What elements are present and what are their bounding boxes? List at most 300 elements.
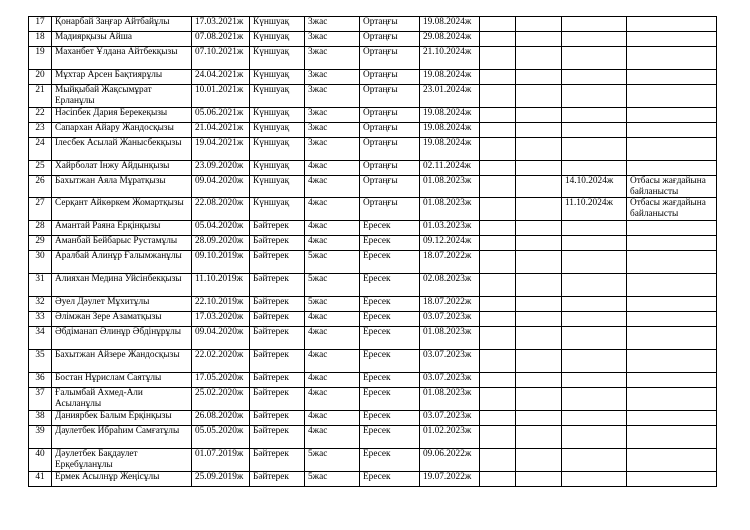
group-level-cell: Ортаңғы [360, 161, 420, 176]
group-level-cell: Ересек [360, 327, 420, 350]
birth-date-cell: 17.05.2020ж [192, 373, 250, 388]
enrollment-date-cell: 02.11.2024ж [420, 161, 480, 176]
extra-col-b-cell [516, 388, 562, 411]
table-row [29, 70, 717, 85]
birth-date-cell: 22.08.2020ж [192, 198, 250, 221]
age-cell: 3жас [305, 47, 360, 70]
birth-date-cell: 25.09.2019ж [192, 472, 250, 487]
leave-reason-cell [627, 70, 717, 85]
leave-reason-cell [627, 411, 717, 426]
row-number-cell: 40 [29, 449, 52, 472]
row-number-cell: 24 [29, 138, 52, 161]
enrollment-date-cell: 29.08.2024ж [420, 32, 480, 47]
table-row [29, 449, 717, 472]
age-cell: 4жас [305, 411, 360, 426]
age-cell: 3жас [305, 85, 360, 108]
age-cell: 3жас [305, 123, 360, 138]
leave-reason-cell [627, 251, 717, 274]
leave-date-cell [562, 388, 627, 411]
birth-date-cell: 22.10.2019ж [192, 297, 250, 312]
enrollment-date-cell: 01.03.2023ж [420, 221, 480, 236]
extra-col-b-cell [516, 449, 562, 472]
table-row [29, 472, 717, 487]
extra-col-a-cell [480, 176, 516, 198]
group-name-cell: Күншуақ [250, 85, 305, 108]
leave-date-cell [562, 472, 627, 487]
extra-col-b-cell [516, 327, 562, 350]
extra-col-a-cell [480, 32, 516, 47]
leave-reason-cell [627, 236, 717, 251]
group-name-cell: Күншуақ [250, 47, 305, 70]
child-name-cell: Әуел Дәулет Мұхитұлы [52, 297, 192, 312]
group-level-cell: Ересек [360, 312, 420, 327]
leave-reason-cell [627, 426, 717, 449]
row-number-cell: 19 [29, 47, 52, 70]
group-name-cell: Бәйтерек [250, 221, 305, 236]
birth-date-cell: 05.05.2020ж [192, 426, 250, 449]
group-name-cell: Күншуақ [250, 17, 305, 32]
child-name-cell: Дәулетбек Бақдаулет Ерқебұланұлы [52, 449, 192, 472]
group-level-cell: Ересек [360, 350, 420, 373]
extra-col-b-cell [516, 70, 562, 85]
leave-date-cell [562, 70, 627, 85]
table-row [29, 350, 717, 373]
child-name-cell: Қонарбай Заңғар Айтбайұлы [52, 17, 192, 32]
leave-date-cell [562, 449, 627, 472]
leave-reason-cell [627, 221, 717, 236]
age-cell: 3жас [305, 32, 360, 47]
table-row [29, 47, 717, 70]
group-level-cell: Ересек [360, 426, 420, 449]
age-cell: 4жас [305, 221, 360, 236]
enrollment-date-cell: 03.07.2023ж [420, 373, 480, 388]
row-number-cell: 23 [29, 123, 52, 138]
group-level-cell: Ересек [360, 236, 420, 251]
age-cell: 5жас [305, 449, 360, 472]
child-name-cell: Серқант Айкөркем Жомартқызы [52, 198, 192, 221]
group-level-cell: Ортаңғы [360, 47, 420, 70]
enrollment-date-cell: 18.07.2022ж [420, 251, 480, 274]
enrollment-date-cell: 19.08.2024ж [420, 70, 480, 85]
group-name-cell: Бәйтерек [250, 327, 305, 350]
leave-date-cell [562, 373, 627, 388]
extra-col-a-cell [480, 221, 516, 236]
row-number-cell: 38 [29, 411, 52, 426]
leave-reason-cell [627, 350, 717, 373]
group-level-cell: Ересек [360, 388, 420, 411]
extra-col-a-cell [480, 411, 516, 426]
extra-col-b-cell [516, 373, 562, 388]
leave-reason-cell [627, 274, 717, 297]
extra-col-a-cell [480, 312, 516, 327]
extra-col-b-cell [516, 85, 562, 108]
leave-date-cell [562, 274, 627, 297]
group-name-cell: Бәйтерек [250, 472, 305, 487]
group-level-cell: Ортаңғы [360, 198, 420, 221]
extra-col-a-cell [480, 297, 516, 312]
enrollment-date-cell: 03.07.2023ж [420, 411, 480, 426]
leave-date-cell [562, 123, 627, 138]
row-number-cell: 18 [29, 32, 52, 47]
extra-col-a-cell [480, 388, 516, 411]
child-name-cell: Мұхтар Арсен Бақтиярұлы [52, 70, 192, 85]
leave-reason-cell [627, 449, 717, 472]
age-cell: 3жас [305, 17, 360, 32]
extra-col-b-cell [516, 161, 562, 176]
group-name-cell: Күншуақ [250, 176, 305, 198]
child-name-cell: Сапархан Айару Жандосқызы [52, 123, 192, 138]
leave-date-cell [562, 297, 627, 312]
birth-date-cell: 21.04.2021ж [192, 123, 250, 138]
row-number-cell: 22 [29, 108, 52, 123]
leave-date-cell [562, 161, 627, 176]
enrollment-date-cell: 19.08.2024ж [420, 17, 480, 32]
group-level-cell: Ортаңғы [360, 32, 420, 47]
leave-date-cell [562, 47, 627, 70]
row-number-cell: 20 [29, 70, 52, 85]
row-number-cell: 25 [29, 161, 52, 176]
group-level-cell: Ортаңғы [360, 17, 420, 32]
birth-date-cell: 11.10.2019ж [192, 274, 250, 297]
group-name-cell: Күншуақ [250, 198, 305, 221]
birth-date-cell: 17.03.2021ж [192, 17, 250, 32]
birth-date-cell: 09.04.2020ж [192, 327, 250, 350]
enrollment-date-cell: 01.08.2023ж [420, 176, 480, 198]
leave-date-cell [562, 251, 627, 274]
age-cell: 4жас [305, 373, 360, 388]
group-name-cell: Күншуақ [250, 70, 305, 85]
leave-date-cell [562, 327, 627, 350]
child-name-cell: Аралбай Алинұр Ғалымжанұлы [52, 251, 192, 274]
extra-col-b-cell [516, 47, 562, 70]
leave-date-cell [562, 350, 627, 373]
age-cell: 4жас [305, 198, 360, 221]
birth-date-cell: 07.08.2021ж [192, 32, 250, 47]
group-level-cell: Ересек [360, 472, 420, 487]
table-row [29, 85, 717, 108]
enrollment-date-cell: 23.01.2024ж [420, 85, 480, 108]
birth-date-cell: 19.04.2021ж [192, 138, 250, 161]
extra-col-a-cell [480, 472, 516, 487]
leave-reason-cell [627, 312, 717, 327]
enrollment-date-cell: 01.08.2023ж [420, 388, 480, 411]
leave-date-cell [562, 411, 627, 426]
row-number-cell: 36 [29, 373, 52, 388]
group-name-cell: Бәйтерек [250, 373, 305, 388]
table-row [29, 176, 717, 198]
enrollment-date-cell: 03.07.2023ж [420, 312, 480, 327]
child-name-cell: Даулетбек Ибраһим Самғатұлы [52, 426, 192, 449]
child-name-cell: Алияхан Медина Уйсінбекқызы [52, 274, 192, 297]
group-name-cell: Бәйтерек [250, 251, 305, 274]
child-name-cell: Амантай Раяна Ерқінқызы [52, 221, 192, 236]
group-name-cell: Бәйтерек [250, 426, 305, 449]
row-number-cell: 29 [29, 236, 52, 251]
extra-col-b-cell [516, 138, 562, 161]
group-name-cell: Бәйтерек [250, 274, 305, 297]
leave-date-cell [562, 221, 627, 236]
child-name-cell: Хайрболат Інжу Айдынқызы [52, 161, 192, 176]
group-level-cell: Ересек [360, 251, 420, 274]
extra-col-a-cell [480, 138, 516, 161]
age-cell: 3жас [305, 138, 360, 161]
group-level-cell: Ортаңғы [360, 108, 420, 123]
child-name-cell: Ілесбек Асылай Жанысбекқызы [52, 138, 192, 161]
leave-reason-cell [627, 17, 717, 32]
birth-date-cell: 09.04.2020ж [192, 176, 250, 198]
leave-reason-cell [627, 297, 717, 312]
birth-date-cell: 01.07.2019ж [192, 449, 250, 472]
birth-date-cell: 09.10.2019ж [192, 251, 250, 274]
age-cell: 4жас [305, 350, 360, 373]
group-name-cell: Күншуақ [250, 138, 305, 161]
leave-reason-cell: Отбасы жағдайына байланысты [627, 198, 717, 221]
leave-date-cell [562, 85, 627, 108]
child-name-cell: Ғалымбай Ахмед-Али Асыланұлы [52, 388, 192, 411]
group-name-cell: Бәйтерек [250, 312, 305, 327]
age-cell: 4жас [305, 426, 360, 449]
age-cell: 5жас [305, 297, 360, 312]
extra-col-b-cell [516, 236, 562, 251]
leave-reason-cell [627, 388, 717, 411]
table-row [29, 198, 717, 221]
table-row [29, 236, 717, 251]
leave-date-cell: 14.10.2024ж [562, 176, 627, 198]
extra-col-a-cell [480, 108, 516, 123]
child-name-cell: Маханбет Ұлдана Айтбекқызы [52, 47, 192, 70]
group-name-cell: Бәйтерек [250, 236, 305, 251]
group-name-cell: Бәйтерек [250, 411, 305, 426]
group-level-cell: Ортаңғы [360, 123, 420, 138]
enrollment-date-cell: 09.06.2022ж [420, 449, 480, 472]
leave-reason-cell [627, 85, 717, 108]
group-level-cell: Ортаңғы [360, 138, 420, 161]
extra-col-b-cell [516, 251, 562, 274]
table-row [29, 327, 717, 350]
row-number-cell: 31 [29, 274, 52, 297]
extra-col-b-cell [516, 176, 562, 198]
extra-col-a-cell [480, 198, 516, 221]
extra-col-a-cell [480, 47, 516, 70]
enrollment-date-cell: 19.08.2024ж [420, 138, 480, 161]
age-cell: 4жас [305, 327, 360, 350]
row-number-cell: 34 [29, 327, 52, 350]
row-number-cell: 33 [29, 312, 52, 327]
table-row [29, 312, 717, 327]
group-level-cell: Ортаңғы [360, 176, 420, 198]
age-cell: 4жас [305, 161, 360, 176]
table-row [29, 32, 717, 47]
group-name-cell: Бәйтерек [250, 297, 305, 312]
table-row [29, 108, 717, 123]
extra-col-a-cell [480, 426, 516, 449]
group-level-cell: Ересек [360, 297, 420, 312]
child-name-cell: Ермек Асылнұр Жеңісұлы [52, 472, 192, 487]
row-number-cell: 37 [29, 388, 52, 411]
extra-col-a-cell [480, 274, 516, 297]
extra-col-a-cell [480, 449, 516, 472]
age-cell: 5жас [305, 274, 360, 297]
leave-date-cell [562, 426, 627, 449]
birth-date-cell: 17.03.2020ж [192, 312, 250, 327]
birth-date-cell: 07.10.2021ж [192, 47, 250, 70]
table-row [29, 426, 717, 449]
enrollment-date-cell: 02.08.2023ж [420, 274, 480, 297]
table-row [29, 17, 717, 32]
group-level-cell: Ересек [360, 221, 420, 236]
table-row [29, 221, 717, 236]
group-level-cell: Ересек [360, 373, 420, 388]
row-number-cell: 21 [29, 85, 52, 108]
birth-date-cell: 05.06.2021ж [192, 108, 250, 123]
extra-col-b-cell [516, 32, 562, 47]
extra-col-b-cell [516, 108, 562, 123]
age-cell: 3жас [305, 70, 360, 85]
table-row [29, 123, 717, 138]
extra-col-a-cell [480, 373, 516, 388]
row-number-cell: 30 [29, 251, 52, 274]
leave-date-cell [562, 138, 627, 161]
age-cell: 4жас [305, 388, 360, 411]
extra-col-b-cell [516, 274, 562, 297]
age-cell: 3жас [305, 108, 360, 123]
child-name-cell: Аманбай Бейбарыс Рустамұлы [52, 236, 192, 251]
row-number-cell: 28 [29, 221, 52, 236]
leave-reason-cell [627, 373, 717, 388]
leave-reason-cell [627, 32, 717, 47]
extra-col-a-cell [480, 251, 516, 274]
extra-col-b-cell [516, 312, 562, 327]
birth-date-cell: 26.08.2020ж [192, 411, 250, 426]
group-name-cell: Күншуақ [250, 161, 305, 176]
leave-reason-cell [627, 161, 717, 176]
extra-col-b-cell [516, 123, 562, 138]
enrollment-date-cell: 18.07.2022ж [420, 297, 480, 312]
leave-date-cell [562, 312, 627, 327]
extra-col-b-cell [516, 17, 562, 32]
child-name-cell: Әбдіманап Әлинұр Әбдінұрұлы [52, 327, 192, 350]
child-name-cell: Даниярбек Балым Ерқінқызы [52, 411, 192, 426]
row-number-cell: 27 [29, 198, 52, 221]
child-name-cell: Бахытжан Айзере Жандосқызы [52, 350, 192, 373]
birth-date-cell: 10.01.2021ж [192, 85, 250, 108]
extra-col-a-cell [480, 236, 516, 251]
leave-reason-cell [627, 47, 717, 70]
child-name-cell: Нәсіпбек Дария Берекеқызы [52, 108, 192, 123]
table-row [29, 251, 717, 274]
extra-col-a-cell [480, 350, 516, 373]
age-cell: 4жас [305, 312, 360, 327]
table-row [29, 297, 717, 312]
group-level-cell: Ересек [360, 449, 420, 472]
table-row [29, 411, 717, 426]
leave-date-cell [562, 17, 627, 32]
enrollment-date-cell: 01.02.2023ж [420, 426, 480, 449]
extra-col-a-cell [480, 327, 516, 350]
group-level-cell: Ортаңғы [360, 85, 420, 108]
enrollment-date-cell: 01.08.2023ж [420, 327, 480, 350]
leave-reason-cell [627, 327, 717, 350]
group-name-cell: Бәйтерек [250, 449, 305, 472]
leave-reason-cell [627, 123, 717, 138]
row-number-cell: 35 [29, 350, 52, 373]
table-row [29, 274, 717, 297]
extra-col-a-cell [480, 17, 516, 32]
row-number-cell: 17 [29, 17, 52, 32]
enrollment-date-cell: 01.08.2023ж [420, 198, 480, 221]
enrollment-date-cell: 19.08.2024ж [420, 123, 480, 138]
birth-date-cell: 22.02.2020ж [192, 350, 250, 373]
roster-body [29, 17, 717, 487]
leave-reason-cell [627, 472, 717, 487]
extra-col-b-cell [516, 198, 562, 221]
extra-col-a-cell [480, 85, 516, 108]
group-level-cell: Ересек [360, 411, 420, 426]
group-name-cell: Бәйтерек [250, 388, 305, 411]
group-name-cell: Күншуақ [250, 32, 305, 47]
table-row [29, 161, 717, 176]
children-roster-table [28, 16, 717, 487]
extra-col-a-cell [480, 70, 516, 85]
leave-reason-cell [627, 108, 717, 123]
row-number-cell: 26 [29, 176, 52, 198]
enrollment-date-cell: 09.12.2024ж [420, 236, 480, 251]
birth-date-cell: 28.09.2020ж [192, 236, 250, 251]
child-name-cell: Мыйқыбай Жақсымұрат Ерланұлы [52, 85, 192, 108]
age-cell: 4жас [305, 236, 360, 251]
extra-col-a-cell [480, 161, 516, 176]
child-name-cell: Бостан Нұрислам Саятұлы [52, 373, 192, 388]
leave-date-cell [562, 32, 627, 47]
extra-col-b-cell [516, 297, 562, 312]
leave-date-cell [562, 108, 627, 123]
leave-date-cell [562, 236, 627, 251]
extra-col-b-cell [516, 221, 562, 236]
birth-date-cell: 23.09.2020ж [192, 161, 250, 176]
leave-reason-cell: Отбасы жағдайына байланысты [627, 176, 717, 198]
row-number-cell: 41 [29, 472, 52, 487]
extra-col-b-cell [516, 350, 562, 373]
extra-col-a-cell [480, 123, 516, 138]
group-name-cell: Күншуақ [250, 123, 305, 138]
age-cell: 5жас [305, 472, 360, 487]
group-level-cell: Ортаңғы [360, 70, 420, 85]
birth-date-cell: 05.04.2020ж [192, 221, 250, 236]
leave-date-cell: 11.10.2024ж [562, 198, 627, 221]
child-name-cell: Әлімжан Зере Азаматқызы [52, 312, 192, 327]
extra-col-b-cell [516, 411, 562, 426]
extra-col-b-cell [516, 426, 562, 449]
age-cell: 4жас [305, 176, 360, 198]
table-row [29, 388, 717, 411]
birth-date-cell: 25.02.2020ж [192, 388, 250, 411]
child-name-cell: Мадиярқызы Айша [52, 32, 192, 47]
group-level-cell: Ересек [360, 274, 420, 297]
enrollment-date-cell: 19.08.2024ж [420, 108, 480, 123]
enrollment-date-cell: 19.07.2022ж [420, 472, 480, 487]
extra-col-b-cell [516, 472, 562, 487]
table-row [29, 373, 717, 388]
birth-date-cell: 24.04.2021ж [192, 70, 250, 85]
enrollment-date-cell: 21.10.2024ж [420, 47, 480, 70]
group-name-cell: Бәйтерек [250, 350, 305, 373]
age-cell: 5жас [305, 251, 360, 274]
row-number-cell: 39 [29, 426, 52, 449]
child-name-cell: Бахытжан Аяла Мұратқызы [52, 176, 192, 198]
leave-reason-cell [627, 138, 717, 161]
row-number-cell: 32 [29, 297, 52, 312]
table-row [29, 138, 717, 161]
